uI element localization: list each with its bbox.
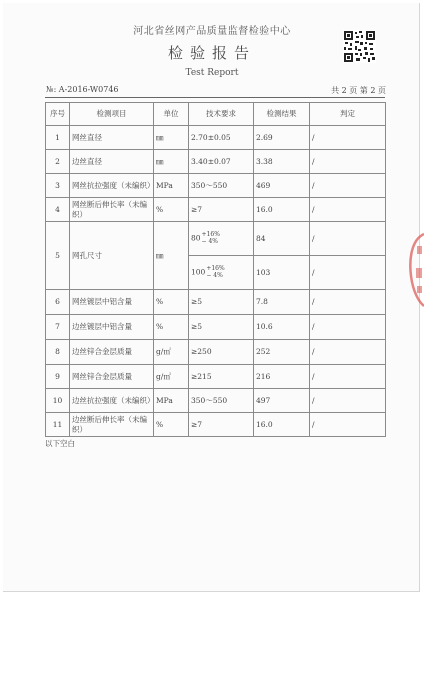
cell-requirement-tolerance [189,256,254,290]
table-row [46,222,386,256]
table-header-row [46,103,386,126]
organization-name: 河北省丝网产品质量监督检验中心 [133,26,291,37]
header-result: 检测结果 [254,103,310,126]
cell-result: 3.38 [254,150,310,174]
results-table [45,102,386,437]
cell-item: 网丝镀层中铝含量 [70,290,154,315]
table-row [46,315,386,340]
header-item: 检测项目 [70,103,154,126]
tolerance-plus: +16% [201,230,220,238]
cell-requirement-tolerance [189,222,254,256]
cell-result: 10.6 [254,315,310,340]
cell-unit: MPa [154,389,189,413]
tolerance-range [206,266,224,279]
table-row [46,126,386,150]
tolerance-minus: − 4% [206,271,223,279]
table-row [46,150,386,174]
red-seal-stamp [407,230,424,310]
cell-result: 84 [254,222,310,256]
cell-result: 497 [254,389,310,413]
page-info: 共 2 页 第 2 页 [331,86,386,95]
cell-judgement: / [310,290,386,315]
cell-requirement: 2.70±0.05 [189,126,254,150]
header-unit: 单位 [154,103,189,126]
report-title: 检验报告 [167,44,256,62]
cell-seq: 6 [46,290,70,315]
cell-item: 网孔尺寸 [70,222,154,290]
cell-unit: % [154,198,189,222]
cell-unit: g/㎡ [154,340,189,365]
table-row [46,413,386,437]
cell-requirement: 350～550 [189,174,254,198]
cell-item: 边丝抗拉强度（未编织） [70,389,154,413]
cell-requirement: ≥7 [189,413,254,437]
cell-result: 16.0 [254,198,310,222]
report-number: №: A-2016-W0746 [46,85,119,94]
tolerance-plus: +16% [206,264,225,272]
cell-judgement: / [310,222,386,256]
cell-seq: 5 [46,222,70,290]
cell-result: 16.0 [254,413,310,437]
table-row [46,290,386,315]
cell-judgement: / [310,126,386,150]
cell-requirement: 3.40±0.07 [189,150,254,174]
cell-item: 边丝镀层中铝含量 [70,315,154,340]
cell-judgement: / [310,315,386,340]
blank-below-note: 以下空白 [45,439,75,448]
cell-item: 边丝断后伸长率（未编织） [70,413,154,437]
cell-requirement: ≥5 [189,315,254,340]
cell-result: 2.69 [254,126,310,150]
cell-requirement: ≥5 [189,290,254,315]
cell-seq: 10 [46,389,70,413]
cell-item: 边丝直径 [70,150,154,174]
header-seq: 序号 [46,103,70,126]
cell-unit: % [154,413,189,437]
cell-item: 边丝锌合金层质量 [70,340,154,365]
tolerance-base: 100 [191,267,206,277]
cell-seq: 3 [46,174,70,198]
cell-result: 252 [254,340,310,365]
cell-unit: % [154,290,189,315]
cell-requirement: ≥215 [189,365,254,389]
cell-seq: 11 [46,413,70,437]
header-divider [45,97,385,98]
cell-requirement: ≥7 [189,198,254,222]
qr-code-icon [343,30,376,63]
tolerance-range [202,232,220,245]
cell-seq: 8 [46,340,70,365]
cell-judgement: / [310,389,386,413]
tolerance-minus: − 4% [201,237,218,245]
table-row [46,174,386,198]
cell-item: 网丝抗拉强度（未编织） [70,174,154,198]
cell-requirement: 350～550 [189,389,254,413]
cell-seq: 4 [46,198,70,222]
cell-result: 216 [254,365,310,389]
table-row [46,340,386,365]
cell-result: 469 [254,174,310,198]
cell-judgement: / [310,198,386,222]
table-row [46,198,386,222]
cell-unit: ㎜ [154,222,189,290]
cell-judgement: / [310,413,386,437]
table-row [46,389,386,413]
header-judgement: 判定 [310,103,386,126]
header-requirement: 技术要求 [189,103,254,126]
cell-judgement: / [310,256,386,290]
cell-judgement: / [310,365,386,389]
cell-item: 网丝锌合金层质量 [70,365,154,389]
cell-unit: ㎜ [154,126,189,150]
cell-unit: MPa [154,174,189,198]
tolerance-base: 80 [191,233,201,243]
cell-seq: 9 [46,365,70,389]
cell-unit: g/㎡ [154,365,189,389]
cell-judgement: / [310,174,386,198]
cell-judgement: / [310,340,386,365]
cell-result: 103 [254,256,310,290]
cell-seq: 2 [46,150,70,174]
cell-item: 网丝直径 [70,126,154,150]
cell-judgement: / [310,150,386,174]
cell-item: 网丝断后伸长率（未编织） [70,198,154,222]
table-row [46,365,386,389]
cell-result: 7.8 [254,290,310,315]
report-title-english: Test Report [185,68,239,78]
cell-seq: 1 [46,126,70,150]
cell-unit: % [154,315,189,340]
cell-unit: ㎜ [154,150,189,174]
cell-requirement: ≥250 [189,340,254,365]
cell-seq: 7 [46,315,70,340]
